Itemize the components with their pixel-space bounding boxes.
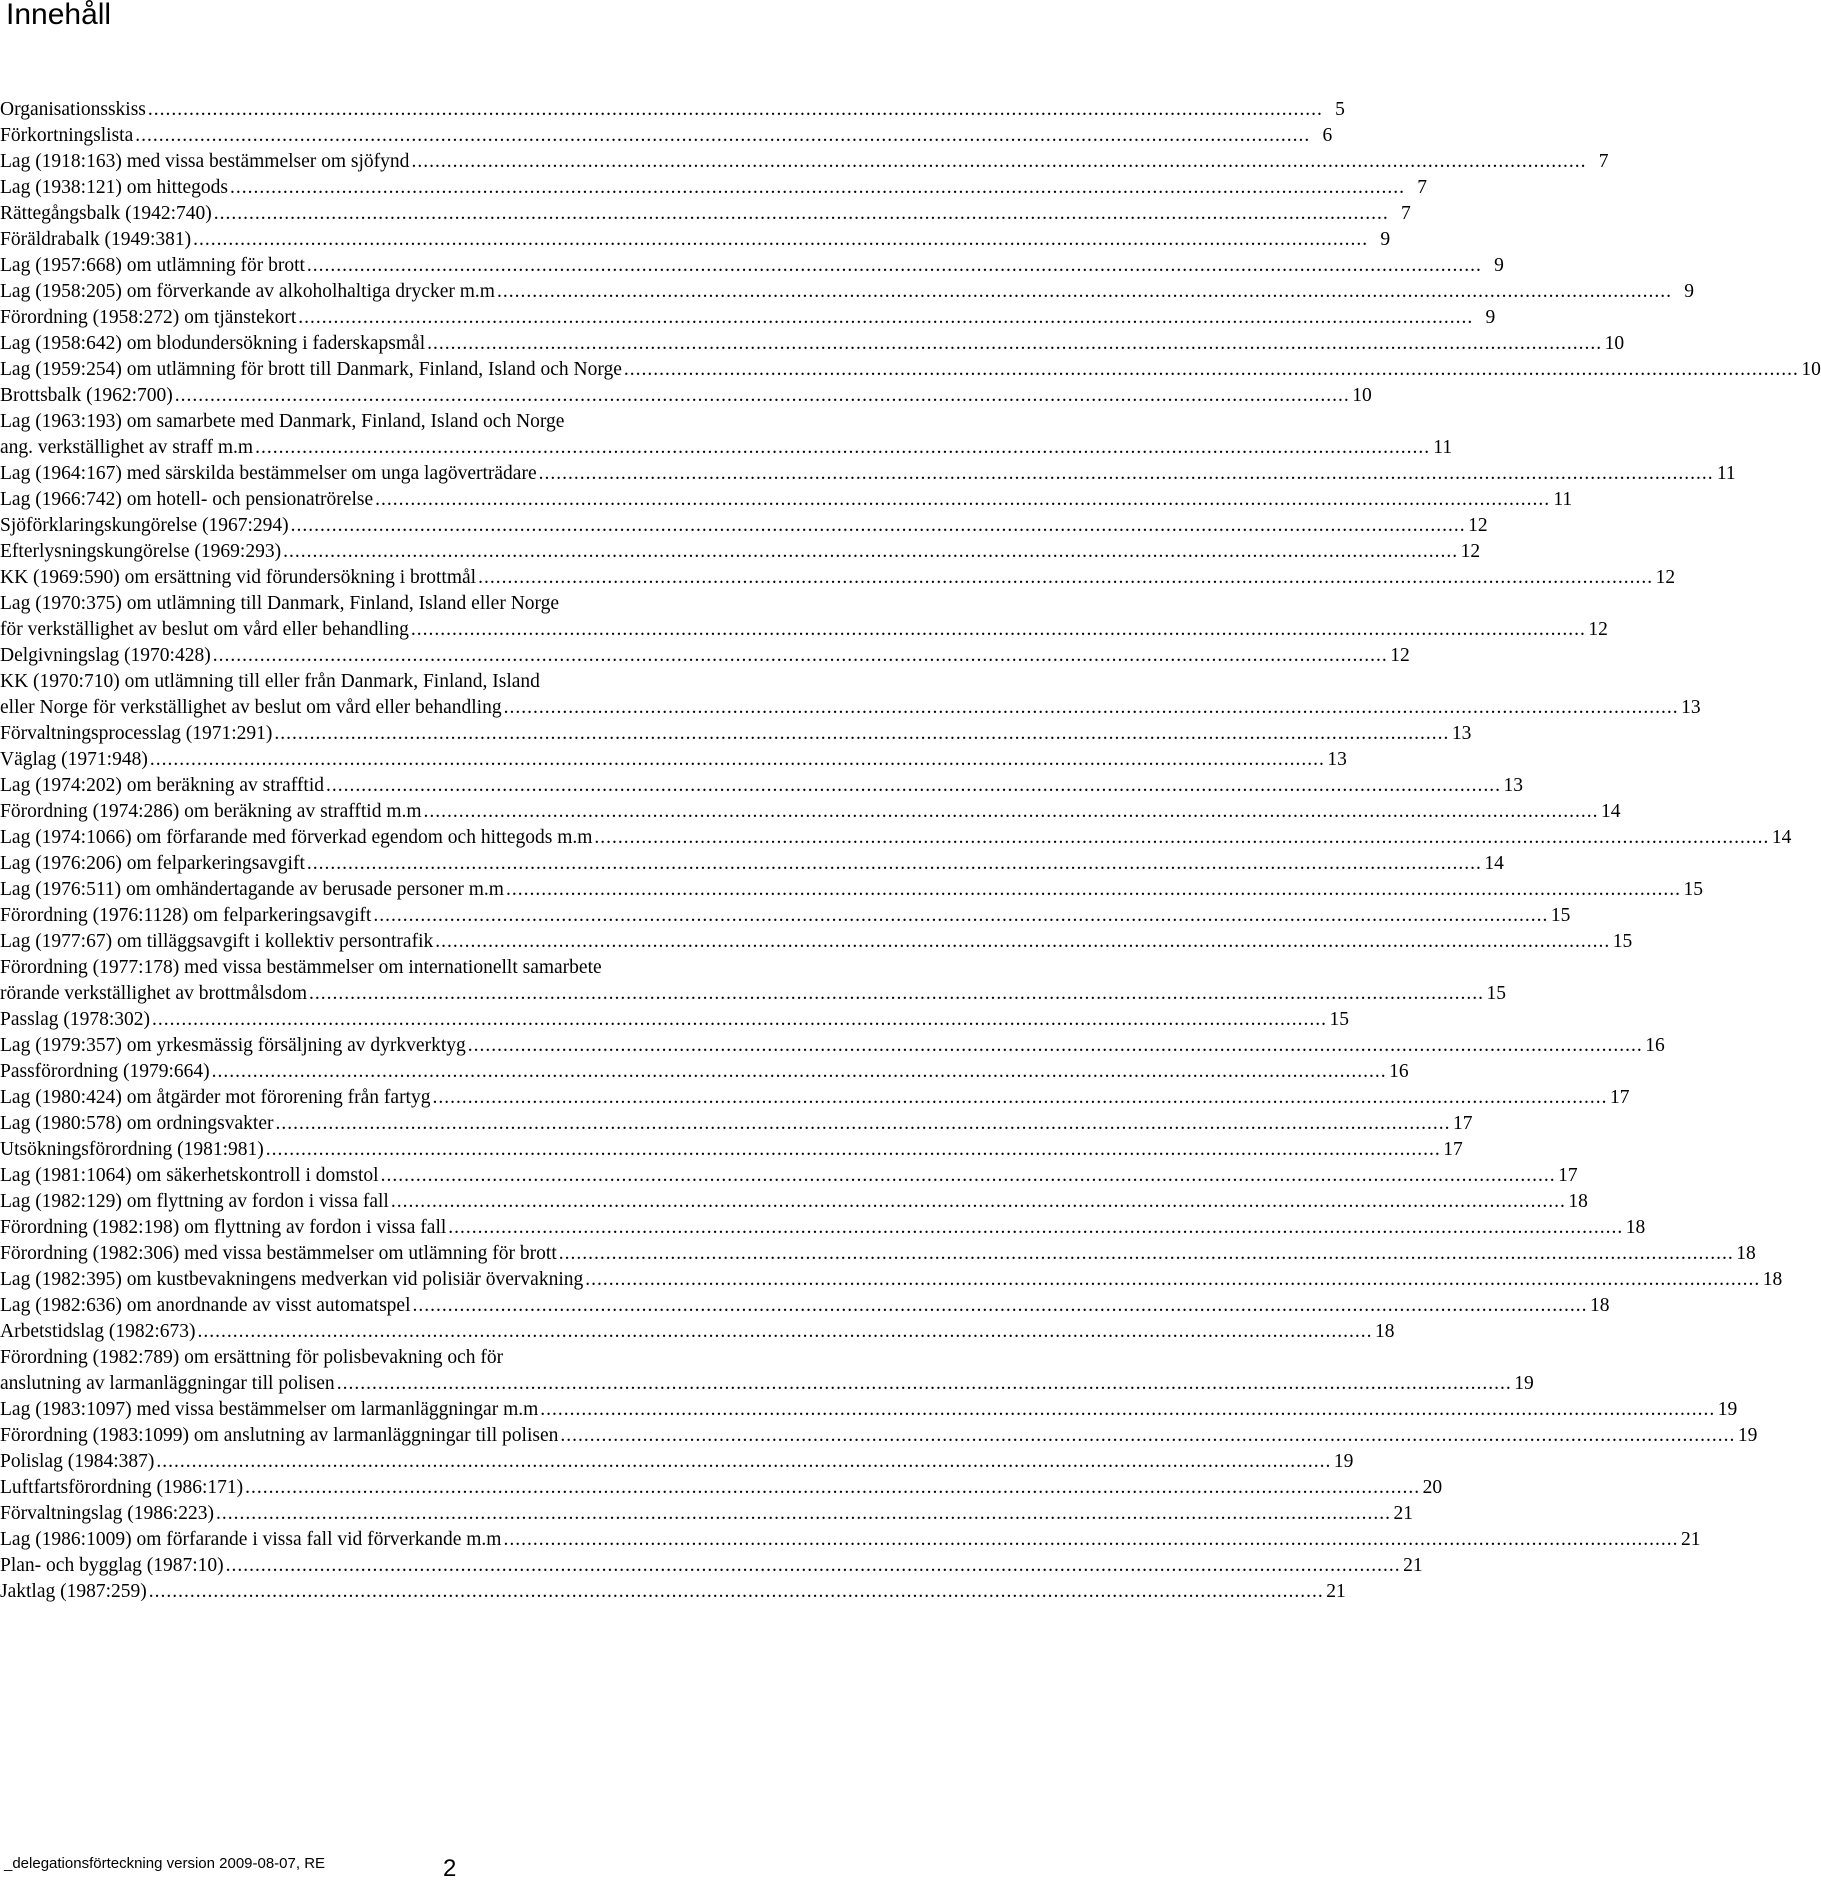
- toc-entry[interactable]: [0, 461, 1736, 487]
- toc-entry-page-number: 12: [1390, 645, 1410, 666]
- toc-entry[interactable]: [0, 175, 1428, 201]
- toc-entry-title: Rättegångsbalk (1942:740): [0, 203, 212, 224]
- dot-leader: ........................................................................................................................................................................................................: [623, 359, 1799, 380]
- toc-entry-page-number: 9: [1380, 229, 1391, 250]
- toc-entry[interactable]: [0, 669, 784, 695]
- toc-entry-page-number: 19: [1717, 1399, 1738, 1420]
- dot-leader: ........................................................................................................................................................................................................: [432, 1087, 1608, 1108]
- toc-entry[interactable]: [0, 383, 1372, 409]
- toc-entry-title: Jaktlag (1987:259): [0, 1581, 147, 1602]
- toc-entry-title: KK (1970:710) om utlämning till eller från Danmark, Finland, Island: [0, 671, 540, 692]
- toc-entry[interactable]: [0, 409, 784, 435]
- toc-entry-title: Lag (1974:1066) om förfarande med förverkad egendom och hittegods m.m: [0, 827, 593, 848]
- dot-leader: ........................................................................................................................................................................................................: [148, 1581, 1324, 1602]
- toc-entry-page-number: 19: [1737, 1425, 1758, 1446]
- dot-leader: ........................................................................................................................................................................................................: [503, 697, 1679, 718]
- toc-entry-page-number: 12: [1460, 541, 1481, 562]
- toc-entry-title: Passförordning (1979:664): [0, 1061, 210, 1082]
- dot-leader: ........................................................................................................................................................................................................: [283, 541, 1459, 562]
- dot-leader: ........................................................................................................................................................................................................: [496, 281, 1672, 302]
- toc-entry-title: Lag (1982:395) om kustbevakningens medverkan vid polisiär övervakning: [0, 1269, 584, 1290]
- dot-leader: ........................................................................................................................................................................................................: [467, 1035, 1643, 1056]
- toc-entry[interactable]: [0, 435, 1453, 461]
- dot-leader: ........................................................................................................................................................................................................: [211, 1061, 1387, 1082]
- toc-entry[interactable]: [0, 1267, 1783, 1293]
- toc-entry-page-number: 12: [1588, 619, 1608, 640]
- dot-leader: ........................................................................................................................................................................................................: [147, 99, 1323, 120]
- toc-entry[interactable]: [0, 981, 1507, 1007]
- toc-entry-title: Lag (1976:206) om felparkeringsavgift: [0, 853, 305, 874]
- toc-entry[interactable]: [0, 1111, 1473, 1137]
- toc-entry-title: Lag (1957:668) om utlämning för brott: [0, 255, 305, 276]
- dot-leader: ........................................................................................................................................................................................................: [275, 1113, 1451, 1134]
- toc-entry-page-number: 10: [1801, 359, 1821, 380]
- toc-entry[interactable]: [0, 1553, 1423, 1579]
- toc-entry-page-number: 21: [1403, 1555, 1423, 1576]
- toc-entry-page-number: 16: [1645, 1035, 1665, 1056]
- toc-entry-title: Lag (1966:742) om hotell- och pensionatrörelse: [0, 489, 374, 510]
- toc-entry[interactable]: [0, 305, 1496, 331]
- dot-leader: ........................................................................................................................................................................................................: [152, 1009, 1328, 1030]
- toc-entry-page-number: 17: [1443, 1139, 1463, 1160]
- toc-entry[interactable]: [0, 1475, 1443, 1501]
- toc-entry-title: Förvaltningsprocesslag (1971:291): [0, 723, 273, 744]
- dot-leader: ........................................................................................................................................................................................................: [390, 1191, 1566, 1212]
- toc-entry-title: Lag (1980:578) om ordningsvakter: [0, 1113, 274, 1134]
- dot-leader: ........................................................................................................................................................................................................: [174, 385, 1350, 406]
- dot-leader: ........................................................................................................................................................................................................: [585, 1269, 1761, 1290]
- toc-entry-title: eller Norge för verkställighet av beslut om vård eller behandling: [0, 697, 502, 718]
- toc-entry-title: Delgivningslag (1970:428): [0, 645, 211, 666]
- toc-entry-page-number: 17: [1453, 1113, 1473, 1134]
- toc-entry-title: Lag (1964:167) med särskilda bestämmelser om unga lagöverträdare: [0, 463, 537, 484]
- toc-entry-page-number: 7: [1598, 151, 1609, 172]
- toc-entry[interactable]: [0, 513, 1488, 539]
- toc-entry-title: Lag (1982:636) om anordnande av visst automatspel: [0, 1295, 411, 1316]
- toc-entry-title: Förordning (1977:178) med vissa bestämmelser om internationellt samarbete: [0, 957, 602, 978]
- toc-entry[interactable]: [0, 825, 1792, 851]
- toc-entry-page-number: 13: [1451, 723, 1472, 744]
- toc-entry-title: Lag (1959:254) om utlämning för brott till Danmark, Finland, Island och Norge: [0, 359, 622, 380]
- toc-entry-page-number: 18: [1736, 1243, 1756, 1264]
- dot-leader: ........................................................................................................................................................................................................: [594, 827, 1770, 848]
- toc-entry[interactable]: [0, 617, 1608, 643]
- toc-entry[interactable]: [0, 1371, 1534, 1397]
- dot-leader: ........................................................................................................................................................................................................: [560, 1425, 1736, 1446]
- dot-leader: ........................................................................................................................................................................................................: [306, 853, 1482, 874]
- dot-leader: ........................................................................................................................................................................................................: [540, 1399, 1716, 1420]
- toc-entry-title: Passlag (1978:302): [0, 1009, 151, 1030]
- dot-leader: ........................................................................................................................................................................................................: [448, 1217, 1624, 1238]
- dot-leader: ........................................................................................................................................................................................................: [149, 749, 1325, 770]
- toc-entry[interactable]: [0, 1527, 1701, 1553]
- toc-entry-title: Föräldrabalk (1949:381): [0, 229, 192, 250]
- toc-entry-title: Arbetstidslag (1982:673): [0, 1321, 196, 1342]
- toc-entry-title: Luftfartsförordning (1986:171): [0, 1477, 244, 1498]
- toc-entry-page-number: 6: [1322, 125, 1333, 146]
- toc-entry-title: Lag (1958:642) om blodundersökning i faderskapsmål: [0, 333, 426, 354]
- toc-entry-page-number: 9: [1494, 255, 1504, 276]
- toc-entry-title: för verkställighet av beslut om vård eller behandling: [0, 619, 409, 640]
- toc-entry[interactable]: [0, 929, 1633, 955]
- toc-entry-title: Förordning (1958:272) om tjänstekort: [0, 307, 297, 328]
- toc-entry[interactable]: [0, 1085, 1630, 1111]
- toc-entry-page-number: 17: [1558, 1165, 1578, 1186]
- toc-entry[interactable]: [0, 747, 1347, 773]
- dot-leader: ........................................................................................................................................................................................................: [373, 905, 1549, 926]
- toc-entry-title: Lag (1982:129) om flyttning av fordon i vissa fall: [0, 1191, 389, 1212]
- dot-leader: ........................................................................................................................................................................................................: [135, 125, 1311, 146]
- dot-leader: ........................................................................................................................................................................................................: [230, 177, 1406, 198]
- toc-entry-page-number: 15: [1683, 879, 1703, 900]
- dot-leader: ........................................................................................................................................................................................................: [197, 1321, 1373, 1342]
- dot-leader: ........................................................................................................................................................................................................: [478, 567, 1654, 588]
- dot-leader: ........................................................................................................................................................................................................: [411, 151, 1587, 172]
- toc-entry-title: Lag (1976:511) om omhändertagande av berusade personer m.m: [0, 879, 504, 900]
- dot-leader: ........................................................................................................................................................................................................: [412, 1295, 1588, 1316]
- dot-leader: ........................................................................................................................................................................................................: [375, 489, 1551, 510]
- toc-entry-title: Förordning (1982:789) om ersättning för polisbevakning och för: [0, 1347, 504, 1368]
- toc-entry-title: Lag (1938:121) om hittegods: [0, 177, 229, 198]
- dot-leader: ........................................................................................................................................................................................................: [435, 931, 1611, 952]
- toc-entry-page-number: 14: [1771, 827, 1792, 848]
- toc-entry-page-number: 13: [1681, 697, 1701, 718]
- toc-entry[interactable]: [0, 227, 1391, 253]
- toc-entry-page-number: 18: [1375, 1321, 1395, 1342]
- toc-entry-title: Plan- och bygglag (1987:10): [0, 1555, 224, 1576]
- toc-entry[interactable]: [0, 1501, 1413, 1527]
- toc-entry[interactable]: [0, 773, 1524, 799]
- toc-entry-page-number: 20: [1422, 1477, 1443, 1498]
- toc-entry-page-number: 12: [1468, 515, 1488, 536]
- toc-entry[interactable]: [0, 253, 1504, 279]
- toc-entry[interactable]: [0, 1137, 1463, 1163]
- dot-leader: ........................................................................................................................................................................................................: [423, 801, 1599, 822]
- toc-entry-title: Utsökningsförordning (1981:981): [0, 1139, 264, 1160]
- toc-entry-page-number: 18: [1625, 1217, 1646, 1238]
- toc-entry-title: anslutning av larmanläggningar till polisen: [0, 1373, 335, 1394]
- toc-entry-title: Lag (1986:1009) om förfarande i vissa fall vid förverkande m.m: [0, 1529, 502, 1550]
- toc-entry-title: Förordning (1974:286) om beräkning av strafftid m.m: [0, 801, 422, 822]
- toc-entry-page-number: 11: [1716, 463, 1736, 484]
- toc-entry-page-number: 14: [1484, 853, 1504, 874]
- toc-entry-title: Lag (1980:424) om åtgärder mot förorening från fartyg: [0, 1087, 431, 1108]
- dot-leader: ........................................................................................................................................................................................................: [505, 879, 1681, 900]
- toc-entry-page-number: 21: [1393, 1503, 1413, 1524]
- toc-entry-page-number: 11: [1553, 489, 1573, 510]
- footer-page-number: 2: [443, 1855, 457, 1882]
- dot-leader: ........................................................................................................................................................................................................: [538, 463, 1714, 484]
- toc-entry-title: Förordning (1976:1128) om felparkeringsavgift: [0, 905, 372, 926]
- toc-entry-page-number: 13: [1503, 775, 1524, 796]
- toc-entry-title: ang. verkställighet av straff m.m: [0, 437, 254, 458]
- toc-entry[interactable]: [0, 877, 1703, 903]
- dot-leader: ........................................................................................................................................................................................................: [298, 307, 1474, 328]
- toc-entry[interactable]: [0, 903, 1571, 929]
- toc-entry[interactable]: [0, 1215, 1646, 1241]
- toc-entry-page-number: 5: [1335, 99, 1345, 120]
- dot-leader: ........................................................................................................................................................................................................: [156, 1451, 1332, 1472]
- dot-leader: ........................................................................................................................................................................................................: [212, 645, 1388, 666]
- toc-entry[interactable]: [0, 1007, 1350, 1033]
- toc-entry-title: Lag (1977:67) om tilläggsavgift i kollektiv persontrafik: [0, 931, 434, 952]
- toc-entry-page-number: 18: [1762, 1269, 1783, 1290]
- dot-leader: ........................................................................................................................................................................................................: [336, 1373, 1512, 1394]
- toc-entry-page-number: 15: [1486, 983, 1507, 1004]
- toc-entry-title: Väglag (1971:948): [0, 749, 148, 770]
- dot-leader: ........................................................................................................................................................................................................: [225, 1555, 1401, 1576]
- toc-entry-page-number: 15: [1329, 1009, 1350, 1030]
- toc-entry-page-number: 18: [1590, 1295, 1610, 1316]
- toc-entry-page-number: 9: [1485, 307, 1496, 328]
- toc-entry[interactable]: [0, 487, 1573, 513]
- table-of-contents: [0, 97, 1821, 1605]
- toc-entry[interactable]: [0, 1423, 1758, 1449]
- toc-entry-title: Förordning (1982:198) om flyttning av fordon i vissa fall: [0, 1217, 447, 1238]
- toc-entry[interactable]: [0, 357, 1821, 383]
- toc-entry-title: Förvaltningslag (1986:223): [0, 1503, 214, 1524]
- toc-entry-title: Efterlysningskungörelse (1969:293): [0, 541, 282, 562]
- toc-entry-page-number: 15: [1550, 905, 1571, 926]
- toc-entry-page-number: 9: [1684, 281, 1694, 302]
- toc-entry-title: Organisationsskiss: [0, 99, 146, 120]
- toc-entry[interactable]: [0, 201, 1411, 227]
- toc-entry-title: Polislag (1984:387): [0, 1451, 155, 1472]
- toc-entry[interactable]: [0, 1345, 784, 1371]
- toc-entry-page-number: 15: [1612, 931, 1633, 952]
- dot-leader: ........................................................................................................................................................................................................: [245, 1477, 1421, 1498]
- toc-entry-page-number: 7: [1401, 203, 1411, 224]
- dot-leader: ........................................................................................................................................................................................................: [193, 229, 1369, 250]
- toc-entry-page-number: 18: [1568, 1191, 1588, 1212]
- toc-entry-title: Brottsbalk (1962:700): [0, 385, 173, 406]
- toc-entry-title: Lag (1918:163) med vissa bestämmelser om sjöfynd: [0, 151, 410, 172]
- dot-leader: ........................................................................................................................................................................................................: [215, 1503, 1391, 1524]
- toc-entry-page-number: 10: [1352, 385, 1372, 406]
- dot-leader: ........................................................................................................................................................................................................: [503, 1529, 1679, 1550]
- toc-entry-page-number: 7: [1417, 177, 1428, 198]
- toc-entry[interactable]: [0, 565, 1676, 591]
- toc-entry[interactable]: [0, 123, 1333, 149]
- toc-entry-page-number: 21: [1326, 1581, 1346, 1602]
- toc-entry[interactable]: [0, 1163, 1578, 1189]
- dot-leader: ........................................................................................................................................................................................................: [265, 1139, 1441, 1160]
- dot-leader: ........................................................................................................................................................................................................: [274, 723, 1450, 744]
- toc-entry-title: Förordning (1983:1099) om anslutning av larmanläggningar till polisen: [0, 1425, 559, 1446]
- toc-entry-page-number: 16: [1389, 1061, 1409, 1082]
- footer-document-label: _delegationsförteckning version 2009-08-07, RE: [4, 1855, 326, 1872]
- toc-entry[interactable]: [0, 591, 784, 617]
- dot-leader: ........................................................................................................................................................................................................: [255, 437, 1431, 458]
- toc-entry-page-number: 19: [1333, 1451, 1354, 1472]
- dot-leader: ........................................................................................................................................................................................................: [410, 619, 1586, 640]
- toc-entry-title: Förkortningslista: [0, 125, 134, 146]
- dot-leader: ........................................................................................................................................................................................................: [290, 515, 1466, 536]
- toc-entry-page-number: 13: [1327, 749, 1347, 770]
- toc-entry-page-number: 14: [1601, 801, 1621, 822]
- page-title: Innehåll: [6, 0, 112, 31]
- toc-entry[interactable]: [0, 279, 1694, 305]
- toc-entry[interactable]: [0, 1579, 1346, 1605]
- toc-entry[interactable]: [0, 1059, 1409, 1085]
- toc-entry[interactable]: [0, 97, 1345, 123]
- toc-entry[interactable]: [0, 1449, 1354, 1475]
- toc-entry[interactable]: [0, 955, 784, 981]
- toc-entry-title: Lag (1983:1097) med vissa bestämmelser om larmanläggningar m.m: [0, 1399, 539, 1420]
- dot-leader: ........................................................................................................................................................................................................: [213, 203, 1389, 224]
- toc-entry[interactable]: [0, 149, 1609, 175]
- toc-entry-page-number: 10: [1604, 333, 1625, 354]
- dot-leader: ........................................................................................................................................................................................................: [558, 1243, 1734, 1264]
- toc-entry-title: Lag (1970:375) om utlämning till Danmark, Finland, Island eller Norge: [0, 593, 560, 614]
- toc-entry-title: Lag (1963:193) om samarbete med Danmark, Finland, Island och Norge: [0, 411, 565, 432]
- toc-entry[interactable]: [0, 1293, 1610, 1319]
- toc-entry-page-number: 17: [1609, 1087, 1630, 1108]
- toc-entry[interactable]: [0, 799, 1621, 825]
- toc-entry-title: rörande verkställighet av brottmålsdom: [0, 983, 308, 1004]
- toc-entry-title: Förordning (1982:306) med vissa bestämmelser om utlämning för brott: [0, 1243, 557, 1264]
- toc-entry[interactable]: [0, 851, 1504, 877]
- toc-entry-page-number: 11: [1433, 437, 1453, 458]
- toc-entry[interactable]: [0, 695, 1701, 721]
- toc-entry-page-number: 12: [1655, 567, 1676, 588]
- dot-leader: ........................................................................................................................................................................................................: [427, 333, 1603, 354]
- toc-entry-title: Sjöförklaringskungörelse (1967:294): [0, 515, 289, 536]
- toc-entry[interactable]: [0, 643, 1410, 669]
- toc-entry[interactable]: [0, 331, 1625, 357]
- toc-entry-title: KK (1969:590) om ersättning vid förundersökning i brottmål: [0, 567, 477, 588]
- toc-entry-title: Lag (1979:357) om yrkesmässig försäljning av dyrkverktyg: [0, 1035, 466, 1056]
- dot-leader: ........................................................................................................................................................................................................: [306, 255, 1482, 276]
- toc-entry[interactable]: [0, 721, 1472, 747]
- toc-entry[interactable]: [0, 1241, 1756, 1267]
- toc-entry[interactable]: [0, 1319, 1395, 1345]
- toc-entry-title: Lag (1974:202) om beräkning av strafftid: [0, 775, 325, 796]
- dot-leader: ........................................................................................................................................................................................................: [309, 983, 1485, 1004]
- toc-entry[interactable]: [0, 1189, 1588, 1215]
- dot-leader: ........................................................................................................................................................................................................: [380, 1165, 1556, 1186]
- toc-entry[interactable]: [0, 1033, 1665, 1059]
- toc-entry-page-number: 21: [1680, 1529, 1701, 1550]
- dot-leader: ........................................................................................................................................................................................................: [326, 775, 1502, 796]
- toc-entry-title: Lag (1981:1064) om säkerhetskontroll i domstol: [0, 1165, 379, 1186]
- toc-entry-title: Lag (1958:205) om förverkande av alkoholhaltiga drycker m.m: [0, 281, 495, 302]
- toc-entry-page-number: 19: [1514, 1373, 1534, 1394]
- toc-entry[interactable]: [0, 539, 1481, 565]
- toc-entry[interactable]: [0, 1397, 1738, 1423]
